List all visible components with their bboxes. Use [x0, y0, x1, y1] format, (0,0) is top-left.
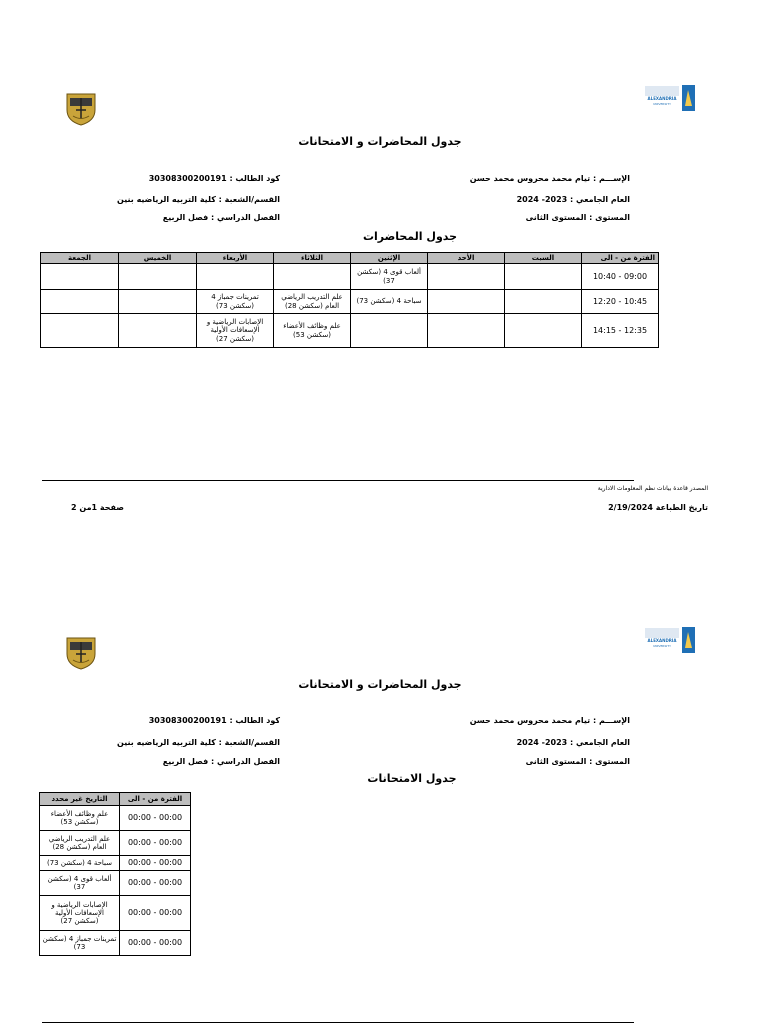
- semester: الفصل الدراسي : فصل الربيع: [162, 213, 280, 222]
- table-cell: 00:00 - 00:00: [120, 831, 191, 856]
- table-cell: [351, 314, 428, 348]
- table-cell: تمرينات جمباز 4 (سكشن 73): [197, 290, 274, 314]
- table-cell: علم وظائف الأعضاء (سكشن 53): [40, 806, 120, 831]
- print-date: تاريخ الطباعة 2/19/2024: [608, 503, 708, 512]
- table-cell: سباحة 4 (سكشن 73): [40, 856, 120, 871]
- table-cell: [41, 290, 119, 314]
- table-cell: 00:00 - 00:00: [120, 896, 191, 931]
- table-row: [40, 931, 191, 956]
- student-name: الإســـم : تيام محمد محروس محمد حسن: [469, 174, 630, 183]
- department: القسم/الشعبة : كلية التربيه الرياضيه بنين: [117, 738, 280, 747]
- column-header: الجمعة: [41, 253, 119, 264]
- table-cell: [274, 264, 351, 290]
- column-header: الأربعاء: [197, 253, 274, 264]
- student-name: الإســـم : تيام محمد محروس محمد حسن: [469, 716, 630, 725]
- table-row: [41, 264, 659, 290]
- alexandria-university-logo: [644, 84, 696, 116]
- student-code: كود الطالب : 30308300200191: [148, 716, 280, 725]
- academic-year: العام الجامعي : 2023- 2024: [516, 738, 630, 747]
- column-header: الفترة من - الى: [582, 253, 659, 264]
- logo-subtext: UNIVERSITY: [653, 102, 671, 106]
- table-row: [41, 290, 659, 314]
- table-cell: [119, 264, 197, 290]
- academic-year: العام الجامعي : 2023- 2024: [516, 195, 630, 204]
- table-row: [41, 314, 659, 348]
- page-title: جدول المحاضرات و الامتحانات: [298, 135, 462, 148]
- table-cell: علم التدريب الرياضي العام (سكشن 28): [274, 290, 351, 314]
- lectures-table: [40, 252, 659, 348]
- table-cell: [505, 314, 582, 348]
- logo-subtext: UNIVERSITY: [653, 644, 671, 648]
- table-cell: [41, 264, 119, 290]
- column-header: الفترة من - الى: [120, 793, 191, 806]
- table-cell: [119, 290, 197, 314]
- page-number: صفحة 1من 2: [71, 503, 124, 512]
- table-cell: ألعاب قوى 4 (سكشن 37): [40, 871, 120, 896]
- table-cell: 12:35 - 14:15: [582, 314, 659, 348]
- level: المستوى : المستوى الثانى: [525, 757, 630, 766]
- table-cell: ألعاب قوى 4 (سكشن 37): [351, 264, 428, 290]
- table-cell: 00:00 - 00:00: [120, 806, 191, 831]
- column-header: السبت: [505, 253, 582, 264]
- table-cell: 00:00 - 00:00: [120, 871, 191, 896]
- table-cell: [505, 264, 582, 290]
- footer-divider: [42, 1022, 634, 1023]
- footer-divider: [42, 480, 634, 481]
- table-cell: [197, 264, 274, 290]
- table-row: [40, 871, 191, 896]
- column-header: الثلاثاء: [274, 253, 351, 264]
- page-2: [0, 540, 768, 1024]
- faculty-emblem-icon: [64, 632, 98, 670]
- logo-text: ALEXANDRIA: [647, 96, 677, 101]
- table-cell: [41, 314, 119, 348]
- table-row: [40, 896, 191, 931]
- footer-source: المصدر قاعدة بيانات نظم المعلومات الادارية: [597, 485, 708, 492]
- table-row: [40, 856, 191, 871]
- table-cell: الإصابات الرياضية و الإسعافات الأولية (سكشن 27): [197, 314, 274, 348]
- table-row: [40, 806, 191, 831]
- section-title: جدول المحاضرات: [362, 230, 458, 243]
- column-header: الخميس: [119, 253, 197, 264]
- department: القسم/الشعبة : كلية التربيه الرياضيه بنين: [117, 195, 280, 204]
- table-cell: 10:45 - 12:20: [582, 290, 659, 314]
- table-cell: [428, 264, 505, 290]
- table-cell: علم وظائف الأعضاء (سكشن 53): [274, 314, 351, 348]
- exams-table: [39, 792, 191, 956]
- table-cell: [119, 314, 197, 348]
- semester: الفصل الدراسي : فصل الربيع: [162, 757, 280, 766]
- table-cell: [428, 314, 505, 348]
- column-header: الإثنين: [351, 253, 428, 264]
- table-cell: 09:00 - 10:40: [582, 264, 659, 290]
- table-row: [40, 831, 191, 856]
- table-cell: [428, 290, 505, 314]
- alexandria-university-logo: [644, 626, 696, 658]
- table-cell: الإصابات الرياضية و الإسعافات الأولية (سكشن 27): [40, 896, 120, 931]
- table-cell: سباحة 4 (سكشن 73): [351, 290, 428, 314]
- column-header: الأحد: [428, 253, 505, 264]
- table-cell: [505, 290, 582, 314]
- table-cell: تمرينات جمباز 4 (سكشن 73): [40, 931, 120, 956]
- table-cell: 00:00 - 00:00: [120, 931, 191, 956]
- section-title: جدول الامتحانات: [367, 772, 457, 785]
- faculty-emblem-icon: [64, 88, 98, 126]
- table-cell: 00:00 - 00:00: [120, 856, 191, 871]
- level: المستوى : المستوى الثانى: [525, 213, 630, 222]
- table-cell: علم التدريب الرياضي العام (سكشن 28): [40, 831, 120, 856]
- column-header: التاريخ غير محدد: [40, 793, 120, 806]
- table-header-row: [41, 253, 659, 264]
- table-header-row: [40, 793, 191, 806]
- student-code: كود الطالب : 30308300200191: [148, 174, 280, 183]
- page-title: جدول المحاضرات و الامتحانات: [298, 678, 462, 691]
- logo-text: ALEXANDRIA: [647, 638, 677, 643]
